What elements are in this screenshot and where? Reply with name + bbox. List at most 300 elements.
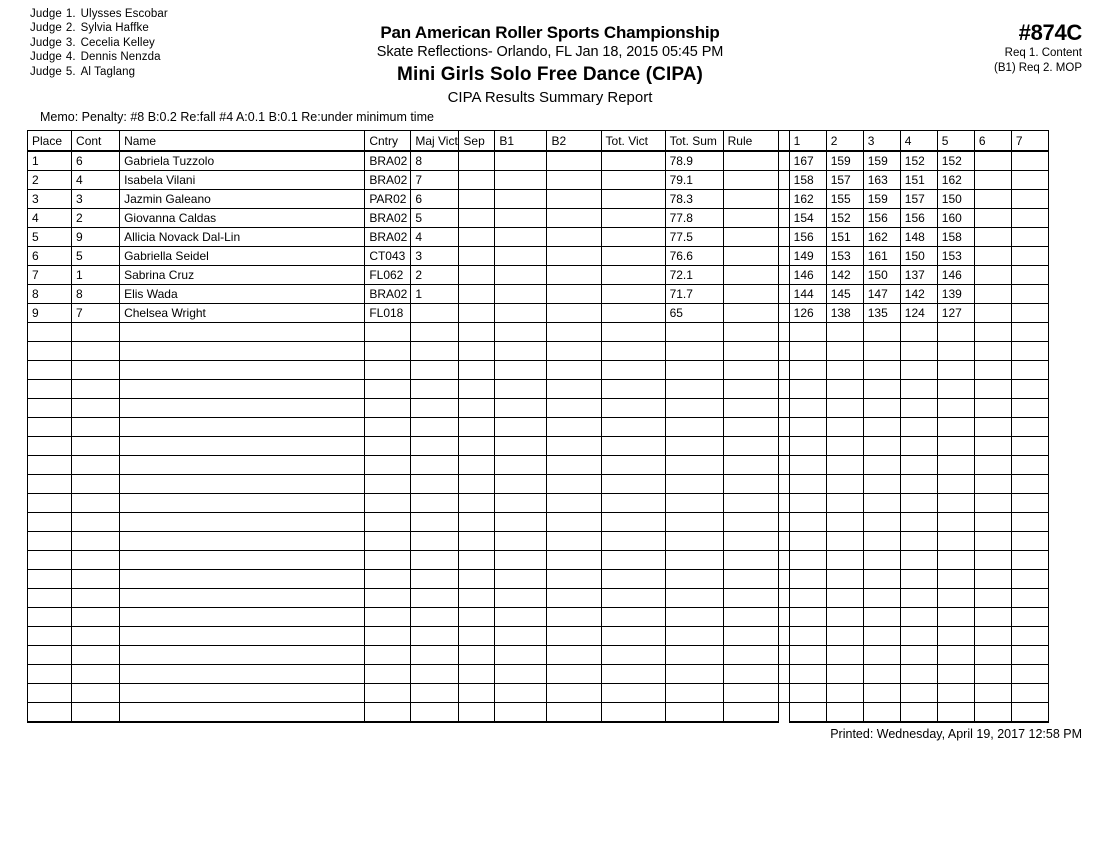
cell-empty	[547, 437, 601, 456]
cell-empty	[601, 646, 665, 665]
cell-empty	[789, 456, 826, 475]
cell-empty	[974, 361, 1011, 380]
cell-empty	[937, 646, 974, 665]
cell-judge-score-2: 151	[826, 228, 863, 247]
cell-empty	[28, 646, 72, 665]
col-header-rule: Rule	[723, 131, 778, 152]
cell-maj-vict: 7	[411, 171, 459, 190]
cell-empty	[28, 342, 72, 361]
cell-empty	[459, 475, 495, 494]
table-row[interactable]	[28, 209, 1049, 228]
col-header-judge-7: 7	[1011, 131, 1048, 152]
cell-empty	[1011, 418, 1048, 437]
cell-empty	[459, 627, 495, 646]
cell-empty	[665, 627, 723, 646]
cell-empty	[495, 437, 547, 456]
judge-name: Al Taglang	[80, 65, 136, 78]
cell-spacer	[778, 228, 789, 247]
cell-empty	[937, 494, 974, 513]
cell-empty	[863, 513, 900, 532]
cell-empty	[365, 418, 411, 437]
cell-empty	[723, 532, 778, 551]
table-row-empty[interactable]	[28, 456, 1049, 475]
cell-place: 4	[28, 209, 72, 228]
cell-maj-vict: 3	[411, 247, 459, 266]
cell-judge-score-3: 161	[863, 247, 900, 266]
cell-empty	[863, 494, 900, 513]
cell-judge-score-3: 159	[863, 151, 900, 171]
cell-empty	[665, 589, 723, 608]
cell-spacer	[778, 532, 789, 551]
cell-empty	[1011, 361, 1048, 380]
cell-empty	[411, 665, 459, 684]
cell-empty	[863, 627, 900, 646]
cell-empty	[365, 342, 411, 361]
cell-empty	[937, 684, 974, 703]
cell-empty	[120, 551, 365, 570]
cell-judge-score-2: 153	[826, 247, 863, 266]
requirement-line	[994, 46, 1082, 61]
cell-empty	[459, 703, 495, 723]
cell-empty	[28, 475, 72, 494]
cell-judge-score-3: 163	[863, 171, 900, 190]
cell-place: 2	[28, 171, 72, 190]
cell-empty	[411, 684, 459, 703]
cell-empty	[863, 437, 900, 456]
cell-maj-vict: 4	[411, 228, 459, 247]
cell-rule	[723, 285, 778, 304]
cell-empty	[547, 494, 601, 513]
cell-empty	[723, 703, 778, 723]
cell-empty	[495, 703, 547, 723]
cell-empty	[459, 589, 495, 608]
cell-empty	[863, 703, 900, 723]
cell-tot-sum: 65	[665, 304, 723, 323]
cell-cntry: CT043	[365, 247, 411, 266]
table-row-empty[interactable]	[28, 418, 1049, 437]
cell-spacer	[778, 380, 789, 399]
cell-empty	[665, 494, 723, 513]
table-row-empty[interactable]	[28, 437, 1049, 456]
cell-empty	[28, 418, 72, 437]
print-timestamp: Printed: Wednesday, April 19, 2017 12:58 PM	[830, 727, 1082, 741]
table-header-row	[28, 131, 1049, 152]
cell-empty	[826, 418, 863, 437]
cell-judge-score-7	[1011, 304, 1048, 323]
cell-empty	[601, 399, 665, 418]
cell-empty	[723, 589, 778, 608]
table-row-empty[interactable]	[28, 627, 1049, 646]
cell-empty	[900, 437, 937, 456]
cell-empty	[547, 513, 601, 532]
cell-spacer	[778, 456, 789, 475]
cell-empty	[826, 475, 863, 494]
cell-empty	[974, 456, 1011, 475]
cell-empty	[411, 380, 459, 399]
cell-empty	[789, 361, 826, 380]
cell-empty	[72, 342, 120, 361]
cell-empty	[974, 532, 1011, 551]
cell-empty	[863, 361, 900, 380]
cell-empty	[723, 684, 778, 703]
cell-empty	[826, 589, 863, 608]
cell-empty	[365, 361, 411, 380]
cell-empty	[974, 703, 1011, 723]
cell-tot-vict	[601, 209, 665, 228]
cell-place: 7	[28, 266, 72, 285]
cell-empty	[1011, 323, 1048, 342]
table-row-empty[interactable]	[28, 399, 1049, 418]
cell-empty	[547, 342, 601, 361]
cell-b1	[495, 151, 547, 171]
cell-empty	[495, 361, 547, 380]
cell-empty	[937, 342, 974, 361]
col-header-maj-vict: Maj Vict	[411, 131, 459, 152]
cell-judge-score-2: 145	[826, 285, 863, 304]
cell-empty	[495, 399, 547, 418]
cell-empty	[28, 551, 72, 570]
cell-rule	[723, 247, 778, 266]
cell-cont: 3	[72, 190, 120, 209]
cell-empty	[547, 551, 601, 570]
cell-empty	[547, 380, 601, 399]
cell-b2	[547, 247, 601, 266]
cell-empty	[365, 494, 411, 513]
cell-empty	[365, 437, 411, 456]
cell-empty	[937, 532, 974, 551]
cell-empty	[547, 608, 601, 627]
cell-spacer	[778, 247, 789, 266]
cell-tot-vict	[601, 266, 665, 285]
cell-b1	[495, 285, 547, 304]
cell-judge-score-1: 126	[789, 304, 826, 323]
cell-empty	[459, 380, 495, 399]
col-header-cont: Cont	[72, 131, 120, 152]
cell-empty	[365, 323, 411, 342]
cell-empty	[937, 361, 974, 380]
table-row[interactable]	[28, 228, 1049, 247]
cell-empty	[365, 380, 411, 399]
cell-empty	[863, 456, 900, 475]
cell-empty	[495, 456, 547, 475]
cell-empty	[495, 342, 547, 361]
cell-empty	[974, 608, 1011, 627]
cell-b1	[495, 209, 547, 228]
cell-empty	[495, 323, 547, 342]
cell-name: Jazmin Galeano	[120, 190, 365, 209]
col-header-judge-4: 4	[900, 131, 937, 152]
cell-empty	[665, 399, 723, 418]
cell-empty	[900, 342, 937, 361]
cell-empty	[723, 323, 778, 342]
cell-empty	[120, 475, 365, 494]
table-row-empty[interactable]	[28, 513, 1049, 532]
cell-empty	[665, 361, 723, 380]
cell-empty	[863, 589, 900, 608]
cell-cntry: BRA02	[365, 228, 411, 247]
cell-empty	[665, 342, 723, 361]
cell-empty	[900, 494, 937, 513]
cell-judge-score-4: 156	[900, 209, 937, 228]
cell-empty	[937, 665, 974, 684]
cell-judge-score-7	[1011, 171, 1048, 190]
table-row-empty[interactable]	[28, 646, 1049, 665]
cell-judge-score-5: 160	[937, 209, 974, 228]
cell-empty	[937, 475, 974, 494]
cell-empty	[459, 418, 495, 437]
cell-empty	[72, 475, 120, 494]
cell-judge-score-5: 152	[937, 151, 974, 171]
cell-empty	[495, 608, 547, 627]
table-row-empty[interactable]	[28, 684, 1049, 703]
cell-empty	[120, 627, 365, 646]
cell-judge-score-2: 155	[826, 190, 863, 209]
table-row-empty[interactable]	[28, 589, 1049, 608]
cell-place: 5	[28, 228, 72, 247]
cell-empty	[789, 646, 826, 665]
cell-empty	[900, 323, 937, 342]
cell-rule	[723, 228, 778, 247]
cell-empty	[863, 570, 900, 589]
cell-empty	[411, 703, 459, 723]
cell-empty	[120, 665, 365, 684]
cell-empty	[601, 456, 665, 475]
cell-empty	[937, 551, 974, 570]
table-row[interactable]	[28, 266, 1049, 285]
venue-date-line: Skate Reflections- Orlando, FL Jan 18, 2015 05:45 PM	[376, 44, 724, 60]
cell-empty	[495, 475, 547, 494]
cell-empty	[547, 456, 601, 475]
cell-empty	[723, 570, 778, 589]
cell-judge-score-2: 138	[826, 304, 863, 323]
cell-empty	[120, 684, 365, 703]
cell-empty	[1011, 608, 1048, 627]
cell-judge-score-4: 137	[900, 266, 937, 285]
cell-empty	[601, 475, 665, 494]
cell-judge-score-7	[1011, 209, 1048, 228]
cell-empty	[365, 475, 411, 494]
table-row-empty[interactable]	[28, 475, 1049, 494]
cell-empty	[495, 646, 547, 665]
requirement-line	[994, 61, 1082, 76]
cell-empty	[72, 323, 120, 342]
cell-empty	[1011, 532, 1048, 551]
cell-empty	[789, 437, 826, 456]
cell-b1	[495, 304, 547, 323]
cell-judge-score-4: 157	[900, 190, 937, 209]
cell-empty	[723, 399, 778, 418]
cell-empty	[547, 361, 601, 380]
cell-name: Gabriela Tuzzolo	[120, 151, 365, 171]
cell-tot-sum: 71.7	[665, 285, 723, 304]
cell-tot-sum: 78.3	[665, 190, 723, 209]
cell-spacer	[778, 570, 789, 589]
cell-empty	[863, 342, 900, 361]
cell-empty	[120, 608, 365, 627]
cell-empty	[900, 380, 937, 399]
col-header-name: Name	[120, 131, 365, 152]
table-row-empty[interactable]	[28, 703, 1049, 723]
cell-empty	[72, 665, 120, 684]
cell-empty	[495, 513, 547, 532]
col-header-judge-3: 3	[863, 131, 900, 152]
cell-empty	[723, 646, 778, 665]
table-row-empty[interactable]	[28, 494, 1049, 513]
cell-judge-score-6	[974, 151, 1011, 171]
judge-name: Cecelia Kelley	[80, 36, 155, 49]
cell-cont: 8	[72, 285, 120, 304]
cell-empty	[120, 532, 365, 551]
cell-empty	[974, 570, 1011, 589]
cell-empty	[1011, 589, 1048, 608]
cell-spacer	[778, 285, 789, 304]
cell-empty	[547, 646, 601, 665]
cell-judge-score-6	[974, 285, 1011, 304]
cell-tot-sum: 77.8	[665, 209, 723, 228]
cell-empty	[974, 684, 1011, 703]
cell-empty	[72, 570, 120, 589]
cell-empty	[863, 551, 900, 570]
cell-empty	[900, 684, 937, 703]
cell-rule	[723, 209, 778, 228]
cell-empty	[789, 703, 826, 723]
table-row-empty[interactable]	[28, 323, 1049, 342]
cell-cont: 5	[72, 247, 120, 266]
cell-place: 9	[28, 304, 72, 323]
cell-rule	[723, 171, 778, 190]
table-row[interactable]	[28, 190, 1049, 209]
cell-empty	[1011, 380, 1048, 399]
requirement-text: Req 2. MOP	[1018, 61, 1082, 74]
table-row-empty[interactable]	[28, 532, 1049, 551]
cell-empty	[495, 684, 547, 703]
cell-empty	[120, 399, 365, 418]
cell-empty	[459, 665, 495, 684]
cell-empty	[365, 608, 411, 627]
requirements-list	[994, 46, 1082, 75]
cell-empty	[601, 589, 665, 608]
table-row-empty[interactable]	[28, 551, 1049, 570]
cell-judge-score-6	[974, 190, 1011, 209]
cell-judge-score-5: 162	[937, 171, 974, 190]
table-row[interactable]	[28, 247, 1049, 266]
cell-empty	[28, 494, 72, 513]
cell-empty	[937, 589, 974, 608]
cell-empty	[459, 437, 495, 456]
cell-judge-score-7	[1011, 285, 1048, 304]
cell-judge-score-1: 144	[789, 285, 826, 304]
cell-spacer	[778, 399, 789, 418]
cell-empty	[365, 703, 411, 723]
cell-empty	[459, 608, 495, 627]
cell-judge-score-5: 150	[937, 190, 974, 209]
cell-empty	[365, 665, 411, 684]
cell-empty	[900, 646, 937, 665]
cell-spacer	[778, 627, 789, 646]
cell-judge-score-7	[1011, 266, 1048, 285]
cell-place: 3	[28, 190, 72, 209]
table-row-empty[interactable]	[28, 361, 1049, 380]
cell-empty	[601, 437, 665, 456]
cell-spacer	[778, 684, 789, 703]
cell-judge-score-2: 152	[826, 209, 863, 228]
table-row-empty[interactable]	[28, 380, 1049, 399]
cell-empty	[789, 342, 826, 361]
cell-judge-score-3: 159	[863, 190, 900, 209]
cell-b2	[547, 285, 601, 304]
cell-empty	[937, 418, 974, 437]
cell-judge-score-4: 124	[900, 304, 937, 323]
table-row-empty[interactable]	[28, 342, 1049, 361]
cell-empty	[459, 570, 495, 589]
cell-cntry: BRA02	[365, 285, 411, 304]
judge-name: Ulysses Escobar	[80, 8, 168, 20]
cell-empty	[1011, 627, 1048, 646]
cell-judge-score-7	[1011, 247, 1048, 266]
cell-empty	[789, 380, 826, 399]
table-row[interactable]	[28, 285, 1049, 304]
cell-place: 8	[28, 285, 72, 304]
cell-b1	[495, 266, 547, 285]
cell-b2	[547, 190, 601, 209]
cell-empty	[900, 456, 937, 475]
cell-judge-score-1: 158	[789, 171, 826, 190]
cell-judge-score-3: 135	[863, 304, 900, 323]
cell-empty	[789, 551, 826, 570]
cell-cont: 6	[72, 151, 120, 171]
cell-empty	[665, 570, 723, 589]
cell-empty	[789, 475, 826, 494]
cell-sep	[459, 228, 495, 247]
cell-empty	[459, 323, 495, 342]
cell-empty	[1011, 494, 1048, 513]
cell-empty	[411, 513, 459, 532]
cell-empty	[863, 323, 900, 342]
cell-rule	[723, 266, 778, 285]
cell-empty	[900, 361, 937, 380]
cell-judge-score-3: 150	[863, 266, 900, 285]
cell-empty	[900, 665, 937, 684]
cell-spacer	[778, 171, 789, 190]
cell-empty	[1011, 646, 1048, 665]
table-row-empty[interactable]	[28, 608, 1049, 627]
table-row[interactable]	[28, 151, 1049, 171]
table-row-empty[interactable]	[28, 570, 1049, 589]
cell-judge-score-5: 139	[937, 285, 974, 304]
cell-empty	[900, 570, 937, 589]
cell-judge-score-6	[974, 247, 1011, 266]
cell-empty	[789, 589, 826, 608]
cell-empty	[723, 665, 778, 684]
judge-label: Judge	[30, 65, 62, 78]
cell-empty	[411, 494, 459, 513]
cell-empty	[411, 646, 459, 665]
cell-empty	[459, 342, 495, 361]
cell-empty	[789, 399, 826, 418]
cell-empty	[665, 608, 723, 627]
col-header-place: Place	[28, 131, 72, 152]
cell-empty	[120, 361, 365, 380]
cell-empty	[723, 342, 778, 361]
cell-empty	[1011, 399, 1048, 418]
table-row[interactable]	[28, 171, 1049, 190]
requirement-text: Req 1. Content	[1004, 47, 1082, 59]
table-row-empty[interactable]	[28, 665, 1049, 684]
table-row[interactable]	[28, 304, 1049, 323]
cell-empty	[120, 323, 365, 342]
cell-empty	[665, 703, 723, 723]
cell-empty	[937, 399, 974, 418]
